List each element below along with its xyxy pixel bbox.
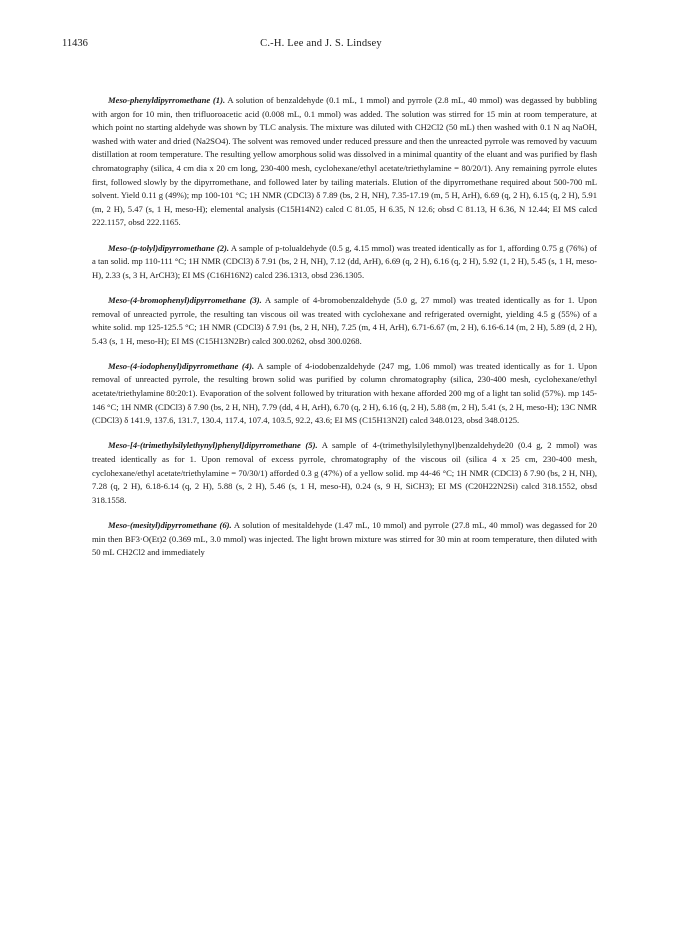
running-header (62, 38, 580, 54)
compound-heading: Meso-[4-(trimethylsilylethynyl)phenyl]dipyrromethane (5). (108, 440, 318, 451)
paragraph-text: A solution of mesitaldehyde (1.47 mL, 10 mmol) and pyrrole (27.8 mL, 40 mmol) was degassed for 20 min then BF3·O(Et)2 (0.369 mL, 3.0 mmol) was injected. The light brown mixture was stirred for 30 min at room temperature, then diluted with 50 mL CH2Cl2 and immediately (92, 520, 597, 558)
paragraph-text: A sample of 4-iodobenzaldehyde (247 mg, 1.06 mmol) was treated identically as for 1. Upon removal of unreacted pyrrole, the resulting brown solid was purified by column chromatography (silica, 230-400 mesh, cyclohexane/ethyl acetate/triethylamine 80:20:1). Evaporation of the solvent followed by trituration with hexane afforded 200 mg of a light tan solid (57%). mp 145-146 °C; 1H NMR (CDCl3) δ 7.90 (bs, 2 H, NH), 7.79 (dd, 4 H, ArH), 6.70 (q, 2 H), 6.16 (q, 2 H), 5.88 (m, 2 H), 5.41 (s, 2 H, meso-H); 13C NMR (CDCl3) δ 141.9, 137.6, 131.7, 130.4, 117.4, 107.4, 103.5, 92.2, 43.6; EI MS (C15H13N2I) calcd 348.0123, obsd 348.0125. (92, 360, 597, 426)
paragraph-compound-2 (92, 242, 597, 283)
paragraph-text: A sample of 4-(trimethylsilylethynyl)benzaldehyde20 (0.4 g, 2 mmol) was treated identically as for 1. Upon removal of excess pyrrole, chromatography of the viscous oil (silica 4 x 25 cm, 230-400 mesh, cyclohexane/ethyl acetate/triethylamine = 70/30/1) afforded 0.3 g (47%) of a yellow solid. mp 44-46 °C; 1H NMR (CDCl3) δ 7.90 (bs, 2 H, NH), 7.28 (q, 2 H), 6.18-6.14 (q, 2 H), 5.88 (s, 2 H), 5.46 (s, 1 H, meso-H), 0.24 (s, 9 H, SiCH3); EI MS (C20H22N2Si) calcd 318.1552, obsd 318.1558. (92, 440, 597, 505)
paragraph-compound-5 (92, 439, 597, 507)
paragraph-compound-3 (92, 294, 597, 348)
page-number: 11436 (62, 38, 88, 49)
paragraph-compound-1 (92, 94, 597, 230)
paragraph-compound-4 (92, 360, 597, 428)
paragraph-text: A sample of p-tolualdehyde (0.5 g, 4.15 mmol) was treated identically as for 1, affording 0.75 g (76%) of a tan solid. mp 110-111 °C; 1H NMR (CDCl3) δ 7.91 (bs, 2 H, NH), 7.12 (dd, ArH), 6.69 (q, 2 H), 6.16 (q, 2 H), 5.92 (1, 2 H), 5.45 (s, 1 H, meso-H), 2.33 (s, 3 H, ArCH3); EI MS (C16H16N2) calcd 236.1313, obsd 236.1305. (92, 242, 597, 280)
running-title: C.-H. Lee and J. S. Lindsey (260, 38, 382, 49)
paragraph-compound-6 (92, 519, 597, 560)
article-body (92, 94, 597, 571)
compound-heading: Meso-(4-iodophenyl)dipyrromethane (4). (108, 360, 255, 371)
compound-heading: Meso-(p-tolyl)dipyrromethane (2). (108, 242, 230, 253)
paragraph-text: A sample of 4-bromobenzaldehyde (5.0 g, 27 mmol) was treated identically as for 1. Upon removal of unreacted pyrrole, the resulting tan viscous oil was treated with cyclohexane and refrigerated overnight, yielding 4.5 g (55%) of a white solid. mp 125-125.5 °C; 1H NMR (CDCl3) δ 7.91 (bs, 2 H, NH), 7.25 (m, 4 H, ArH), 6.71-6.67 (m, 2 H), 6.16-6.14 (m, 2 H), 5.89 (d, 2 H), 5.43 (s, 1 H, meso-H); EI MS (C15H13N2Br) calcd 300.0262, obsd 300.0268. (92, 294, 597, 346)
compound-heading: Meso-phenyldipyrromethane (1). (108, 95, 226, 105)
compound-heading: Meso-(4-bromophenyl)dipyrromethane (3). (108, 294, 262, 305)
compound-heading: Meso-(mesityl)dipyrromethane (6). (108, 520, 232, 530)
paragraph-text: A solution of benzaldehyde (0.1 mL, 1 mmol) and pyrrole (2.8 mL, 40 mmol) was degassed by bubbling with argon for 10 min, then trifluoroacetic acid (0.008 mL, 0.1 mmol) was added. The solution was stirred for 15 min at room temperature, at which point no starting aldehyde was shown by TLC analysis. The mixture was diluted with CH2Cl2 (50 mL) then washed with 0.1 N aq NaOH, washed with water and dried (Na2SO4). The solvent was removed under reduced pressure and then the unreacted pyrrole was removed by vacuum distillation at room temperature. The resulting yellow amorphous solid was dissolved in a minimal quantity of the eluant and was purified by flash chromatography (silica, 4 cm dia x 20 cm long, 230-400 mesh, cyclohexane/ethyl acetate/triethylamine = 80/20/1). Any remaining pyrrole elutes first, followed slowly by the dipyrromethane, and followed later by tailing materials. Elution of the dipyrromethane required about 500-700 mL solvent. Yield 0.11 g (49%); mp 100-101 °C; 1H NMR (CDCl3) δ 7.89 (bs, 2 H, NH), 7.35-17.19 (m, 5 H, ArH), 6.69 (q, 2 H), 6.15 (q, 2 H), 5.91 (m, 2 H), 5.47 (s, 1 H, meso-H); elemental analysis (C15H14N2) calcd C 81.05, H 6.35, N 12.6; obsd C 81.13, H 6.36, N 12.44; EI MS calcd 222.1157, obsd 222.1165. (92, 95, 597, 228)
